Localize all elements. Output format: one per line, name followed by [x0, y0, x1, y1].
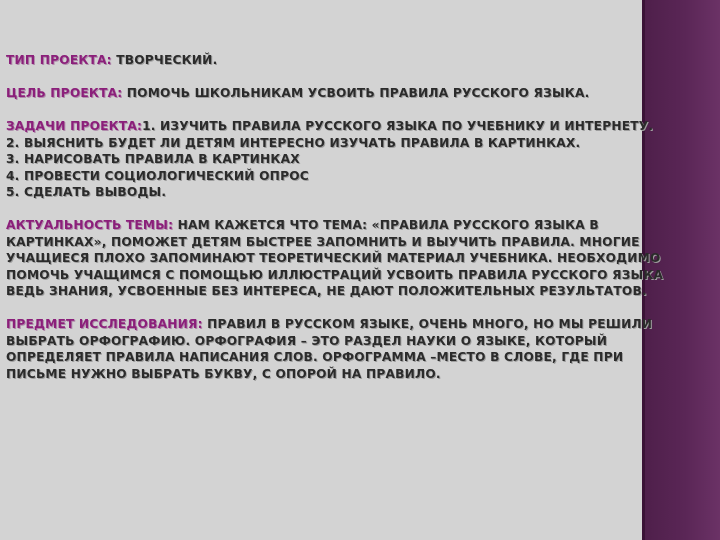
relevance-text: КАРТИНКАХ», ПОМОЖЕТ ДЕТЯМ БЫСТРЕЕ ЗАПОМНИТЬ И ВЫУЧИТЬ ПРАВИЛА. МНОГИЕ — [6, 234, 640, 249]
project-tasks-label: ЗАДАЧИ ПРОЕКТА: — [6, 119, 143, 133]
project-type-paragraph — [6, 52, 706, 69]
subject-text: ОПРЕДЕЛЯЕТ ПРАВИЛА НАПИСАНИЯ СЛОВ. ОРФОГРАММА –МЕСТО В СЛОВЕ, ГДЕ ПРИ — [6, 350, 624, 364]
relevance-text: ВЕДЬ ЗНАНИЯ, УСВОЕННЫЕ БЕЗ ИНТЕРЕСА, НЕ ДАЮТ ПОЛОЖИТЕЛЬНЫХ РЕЗУЛЬТАТОВ. — [6, 284, 647, 298]
relevance-line — [6, 217, 706, 234]
relevance-text: ПОМОЧЬ УЧАЩИМСЯ С ПОМОЩЬЮ ИЛЛЮСТРАЦИЙ УСВОИТЬ ПРАВИЛА РУССКОГО ЯЗЫКА — [6, 267, 664, 282]
project-type-label: ТИП ПРОЕКТА: — [6, 53, 112, 67]
task-item: 3. НАРИСОВАТЬ ПРАВИЛА В КАРТИНКАХ — [6, 152, 300, 166]
task-line — [6, 118, 706, 135]
project-tasks-paragraph — [6, 118, 706, 201]
subject-line — [6, 316, 706, 333]
relevance-text: УЧАЩИЕСЯ ПЛОХО ЗАПОМИНАЮТ ТЕОРЕТИЧЕСКИЙ МАТЕРИАЛ УЧЕБНИКА. НЕОБХОДИМО — [6, 251, 661, 265]
subject-label: ПРЕДМЕТ ИССЛЕДОВАНИЯ: — [6, 317, 203, 331]
subject-text: ВЫБРАТЬ ОРФОГРАФИЮ. ОРФОГРАФИЯ – ЭТО РАЗДЕЛ НАУКИ О ЯЗЫКЕ, КОТОРЫЙ — [6, 333, 608, 348]
subject-paragraph — [6, 316, 706, 382]
project-type-value: ТВОРЧЕСКИЙ. — [111, 53, 218, 67]
project-goal-value: ПОМОЧЬ ШКОЛЬНИКАМ УСВОИТЬ ПРАВИЛА РУССКОГО ЯЗЫКА. — [122, 86, 590, 100]
task-item: 2. ВЫЯСНИТЬ БУДЕТ ЛИ ДЕТЯМ ИНТЕРЕСНО ИЗУЧАТЬ ПРАВИЛА В КАРТИНКАХ. — [6, 135, 581, 150]
subject-text: ПИСЬМЕ НУЖНО ВЫБРАТЬ БУКВУ, С ОПОРОЙ НА ПРАВИЛО. — [6, 366, 441, 381]
relevance-paragraph — [6, 217, 706, 300]
relevance-label: АКТУАЛЬНОСТЬ ТЕМЫ: — [6, 218, 174, 232]
task-item: 4. ПРОВЕСТИ СОЦИОЛОГИЧЕСКИЙ ОПРОС — [6, 168, 309, 183]
relevance-text: НАМ КАЖЕТСЯ ЧТО ТЕМА: «ПРАВИЛА РУССКОГО ЯЗЫКА В — [173, 218, 599, 232]
subject-text: ПРАВИЛ В РУССКОМ ЯЗЫКЕ, ОЧЕНЬ МНОГО, НО МЫ РЕШИЛИ — [202, 317, 653, 331]
task-item: 1. ИЗУЧИТЬ ПРАВИЛА РУССКОГО ЯЗЫКА ПО УЧЕБНИКУ И ИНТЕРНЕТУ. — [142, 119, 654, 133]
project-goal-paragraph — [6, 85, 706, 102]
task-item: 5. СДЕЛАТЬ ВЫВОДЫ. — [6, 185, 167, 199]
project-goal-label: ЦЕЛЬ ПРОЕКТА: — [6, 86, 123, 100]
slide-text-block — [6, 52, 706, 399]
